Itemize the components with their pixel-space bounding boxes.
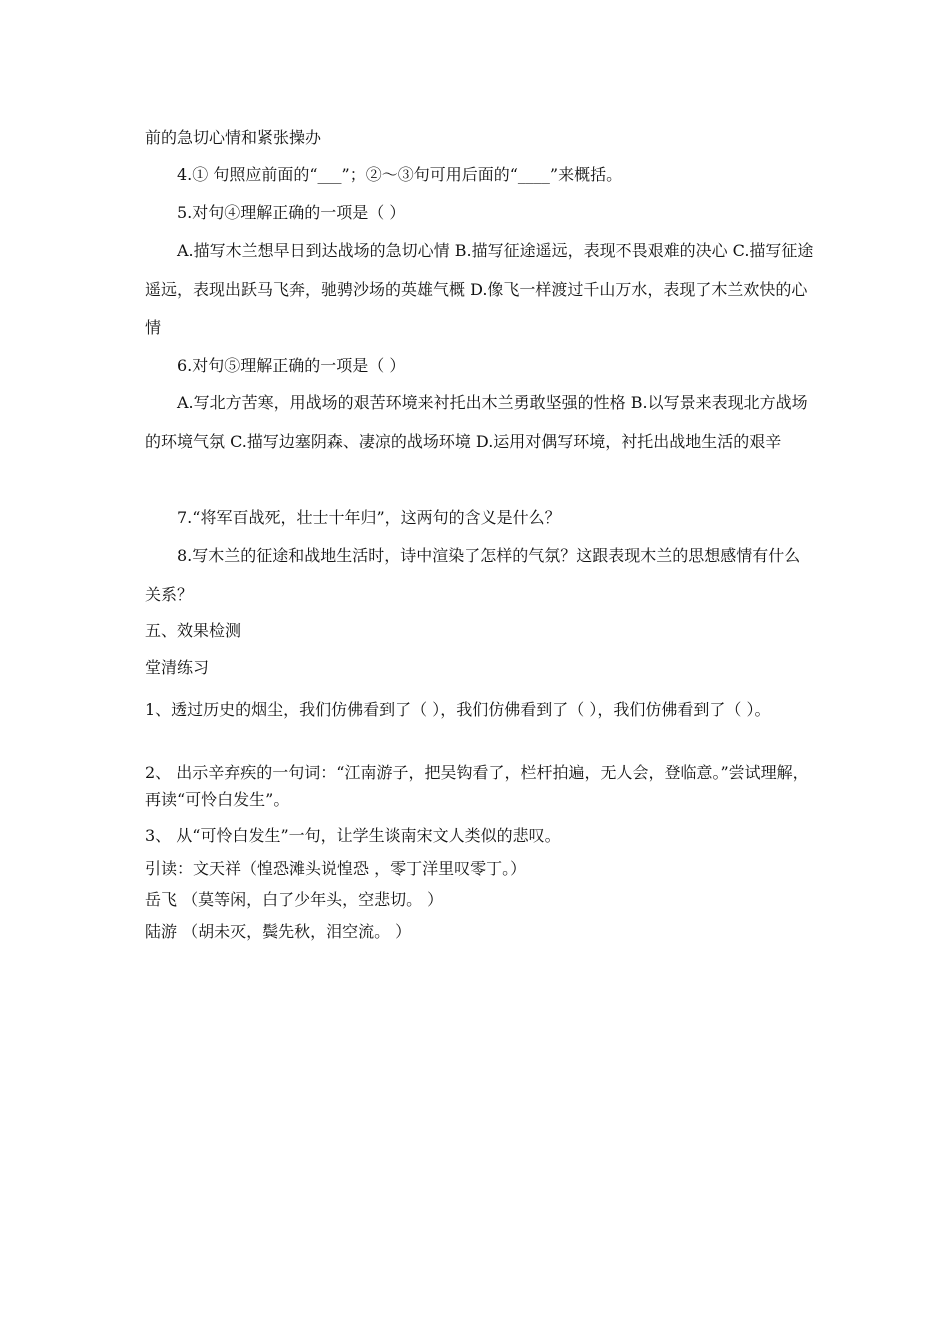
question-8: 8.写木兰的征途和战地生活时，诗中渲染了怎样的气氛？这跟表现木兰的思想感情有什么关系？ bbox=[145, 546, 801, 604]
question-6: 6.对句⑤理解正确的一项是（ ） bbox=[177, 356, 406, 375]
text-line: 前的急切心情和紧张操办 bbox=[145, 128, 322, 147]
quote-luyou: 陆游 （胡未灭，鬓先秋，泪空流。 ） bbox=[145, 922, 412, 941]
question-5-options: A.描写木兰想早日到达战场的急切心情 B.描写征途遥远，表现不畏艰难的决心 C.描写征途遥远，表现出跃马飞奔，驰骋沙场的英雄气概 D.像飞一样渡过千山万水，表现了木兰欢快的心情 bbox=[145, 241, 814, 337]
exercise-3: 3、 从“可怜白发生”一句，让学生谈南宋文人类似的悲叹。 bbox=[145, 826, 561, 845]
exercise-1: 1、透过历史的烟尘，我们仿佛看到了（ ），我们仿佛看到了（ ），我们仿佛看到了（ ）。 bbox=[145, 700, 771, 719]
quote-yuefei: 岳飞 （莫等闲，白了少年头，空悲切。 ） bbox=[145, 890, 444, 909]
question-6-options: A.写北方苦寒，用战场的艰苦环境来衬托出木兰勇敢坚强的性格 B.以写景来表现北方战场的环境气氛 C.描写边塞阴森、凄凉的战场环境 D.运用对偶写环境，衬托出战地生活的艰辛 bbox=[145, 393, 808, 451]
section-heading: 五、效果检测 bbox=[145, 621, 242, 640]
exercise-2: 2、 出示辛弃疾的一句词：“江南游子，把吴钩看了，栏杆拍遍，无人会，登临意。”尝试理解，再读“可怜白发生”。 bbox=[145, 763, 809, 809]
subsection-heading: 堂清练习 bbox=[145, 658, 210, 677]
question-7: 7.“将军百战死，壮士十年归”，这两句的含义是什么？ bbox=[177, 508, 561, 527]
lead-reading: 引读：文天祥（惶恐滩头说惶恐 ，零丁洋里叹零丁。） bbox=[145, 859, 527, 878]
question-4: 4.① 句照应前面的“___”；②～③句可用后面的“____”来概括。 bbox=[177, 165, 623, 184]
question-5: 5.对句④理解正确的一项是（ ） bbox=[177, 203, 406, 222]
